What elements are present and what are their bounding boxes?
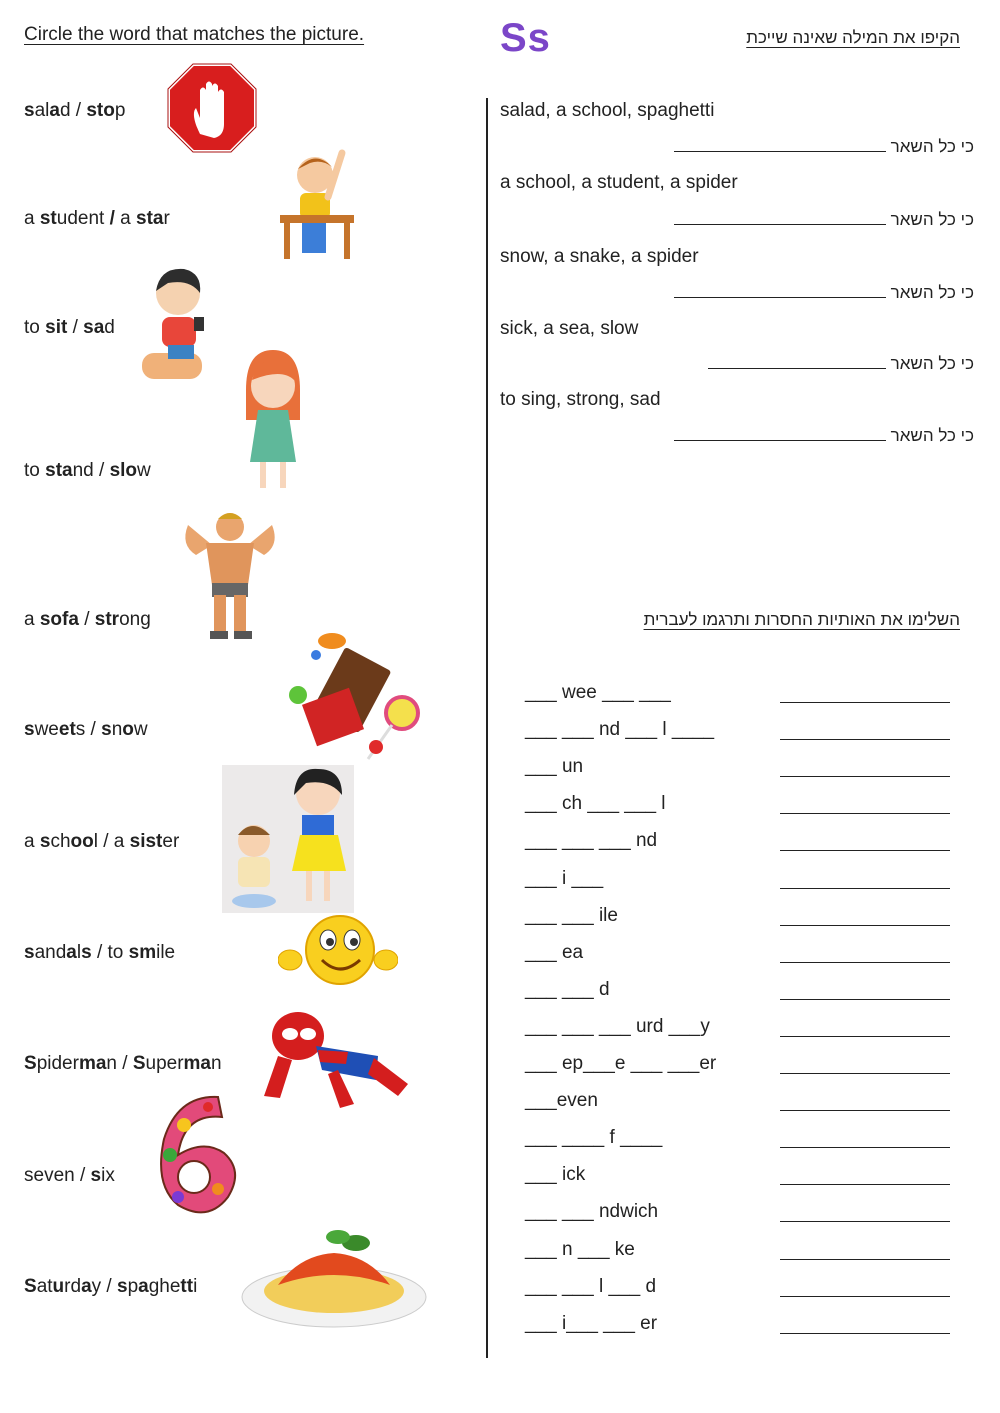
translation-blank[interactable] [780, 1110, 950, 1111]
missing-letters-word[interactable]: ___ i___ ___ er [525, 1312, 658, 1334]
word-pair[interactable]: to stand / slow [24, 460, 151, 481]
missing-letters-word[interactable]: ___ ___ ___ urd ___y [525, 1015, 710, 1037]
spaghetti-icon [238, 1225, 430, 1329]
sweets-icon [286, 625, 426, 765]
answer-label: כי כל השאר [885, 354, 974, 373]
missing-letters-word[interactable]: ___ ea [525, 941, 584, 963]
translation-blank[interactable] [780, 1147, 950, 1148]
missing-letters-word[interactable]: ___ ch ___ ___ l [525, 793, 666, 815]
word-pair[interactable]: sweets / snow [24, 719, 148, 740]
word-pair[interactable]: seven / six [24, 1165, 115, 1186]
missing-letters-word[interactable]: ___ ___ d [525, 978, 610, 1000]
odd-one-out-options[interactable]: to sing, strong, sad [500, 389, 661, 410]
missing-letters-word[interactable]: ___ ick [525, 1164, 586, 1186]
student-desk-icon [270, 145, 360, 263]
translation-blank[interactable] [780, 999, 950, 1000]
odd-one-out-answer-line [674, 426, 974, 446]
missing-letters-word[interactable]: ___ i ___ [525, 867, 604, 889]
translation-blank[interactable] [780, 925, 950, 926]
missing-letters-word[interactable]: ___ ____ f ____ [525, 1127, 663, 1149]
girl-icon [238, 350, 308, 492]
word-pair[interactable]: salad / stop [24, 100, 126, 121]
translation-blank[interactable] [780, 1073, 950, 1074]
translation-blank[interactable] [780, 888, 950, 889]
odd-one-out-options[interactable]: sick, a sea, slow [500, 318, 639, 339]
translation-blank[interactable] [780, 1333, 950, 1334]
translation-blank[interactable] [780, 776, 950, 777]
answer-label: כי כל השאר [885, 426, 974, 445]
answer-blank[interactable] [708, 367, 886, 369]
word-pair[interactable]: Spiderman / Superman [24, 1053, 222, 1074]
strong-man-icon [178, 505, 282, 643]
odd-one-out-options[interactable]: snow, a snake, a spider [500, 246, 699, 267]
section2-title: השלימו את האותיות החסרות ותרגמו לעברית [643, 610, 960, 629]
odd-one-out-options[interactable]: salad, a school, spaghetti [500, 100, 715, 121]
number-six-icon [148, 1085, 244, 1217]
missing-letters-word[interactable]: ___ un [525, 756, 584, 778]
missing-letters-word[interactable]: ___ ep___e ___ ___er [525, 1053, 717, 1074]
translation-blank[interactable] [780, 850, 950, 851]
odd-one-out-options[interactable]: a school, a student, a spider [500, 172, 738, 193]
missing-letters-word[interactable]: ___ ___ l ___ d [525, 1275, 657, 1297]
answer-blank[interactable] [674, 439, 886, 441]
answer-blank[interactable] [674, 223, 886, 225]
boy-sitting-icon [138, 265, 216, 385]
word-pair[interactable]: Saturday / spaghetti [24, 1276, 198, 1297]
instruction-right: הקיפו את המילה שאינה שייכת [746, 28, 960, 47]
missing-letters-word[interactable]: ___ ___ nd ___ l ____ [525, 719, 715, 741]
answer-label: כי כל השאר [885, 137, 974, 156]
missing-letters-word[interactable]: ___ n ___ ke [525, 1238, 635, 1260]
letter-logo: Ss [500, 16, 551, 60]
odd-one-out-answer-line [674, 283, 974, 303]
word-pair[interactable]: a school / a sister [24, 831, 180, 852]
translation-blank[interactable] [780, 1259, 950, 1260]
translation-blank[interactable] [780, 962, 950, 963]
odd-one-out-answer-line [674, 210, 974, 230]
translation-blank[interactable] [780, 1221, 950, 1222]
missing-letters-word[interactable]: ___even [525, 1090, 598, 1112]
odd-one-out-answer-line [708, 354, 974, 374]
translation-blank[interactable] [780, 1184, 950, 1185]
word-pair[interactable]: a sofa / strong [24, 609, 151, 630]
smiley-icon [278, 912, 398, 988]
answer-label: כי כל השאר [885, 283, 974, 302]
answer-label: כי כל השאר [885, 210, 974, 229]
spiderman-icon [258, 1000, 414, 1112]
sisters-icon [222, 765, 354, 913]
instruction-left: Circle the word that matches the picture. [24, 24, 365, 45]
translation-blank[interactable] [780, 1036, 950, 1037]
odd-one-out-answer-line [674, 137, 974, 157]
missing-letters-word[interactable]: ___ ___ ___ nd [525, 830, 658, 852]
word-pair[interactable]: sandals / to smile [24, 942, 176, 963]
missing-letters-word[interactable]: ___ ___ ndwich [525, 1201, 659, 1223]
answer-blank[interactable] [674, 296, 886, 298]
translation-blank[interactable] [780, 739, 950, 740]
translation-blank[interactable] [780, 813, 950, 814]
column-divider [486, 98, 488, 1358]
missing-letters-word[interactable]: ___ wee ___ ___ [525, 682, 671, 703]
missing-letters-word[interactable]: ___ ___ ile [525, 904, 618, 926]
stop-sign-icon [166, 62, 258, 154]
word-pair[interactable]: a student / a star [24, 208, 170, 229]
answer-blank[interactable] [674, 150, 886, 152]
translation-blank[interactable] [780, 1296, 950, 1297]
translation-blank[interactable] [780, 702, 950, 703]
word-pair[interactable]: to sit / sad [24, 317, 115, 338]
